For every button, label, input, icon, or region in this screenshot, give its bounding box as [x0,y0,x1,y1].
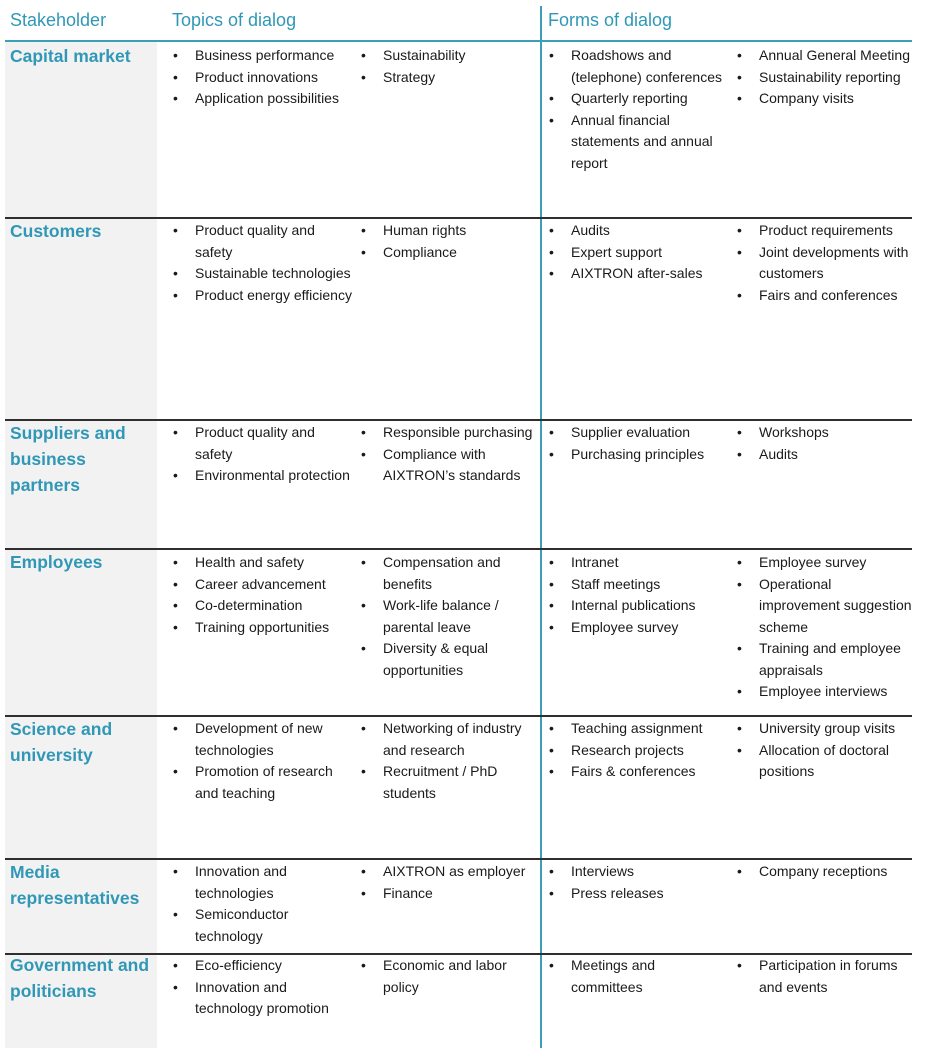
stakeholder-label: Media representatives [10,862,140,908]
list-item: • Application possibilities [171,88,353,110]
topics-list-right [359,861,534,904]
list-item: • Employee interviews [735,681,915,703]
list-item: • Innovation and technology promotion [171,977,353,1020]
list-item: • Joint developments with customers [735,242,915,285]
topics-list-left [171,422,353,487]
list-item: • Eco-efficiency [171,955,353,977]
list-item: • Research projects [547,740,729,762]
list-item: • Workshops [735,422,915,444]
list-item: • Teaching assignment [547,718,729,740]
forms-list-right [735,955,915,998]
list-item: • Product innovations [171,67,353,89]
topics-list-right [359,718,534,804]
list-item: • Sustainable technologies [171,263,353,285]
column-divider [540,6,542,1048]
forms-list-left [547,45,729,174]
list-item: • Human rights [359,220,534,242]
list-item: • Innovation and technologies [171,861,353,904]
list-item: • Health and safety [171,552,353,574]
list-item: • Business performance [171,45,353,67]
forms-list-right [735,552,915,703]
forms-list-right [735,861,915,883]
list-item: • Compliance with AIXTRON’s standards [359,444,534,487]
list-item: • Expert support [547,242,729,264]
list-item: • Meetings and committees [547,955,729,998]
stakeholder-label: Capital market [10,46,131,66]
topics-list-left [171,861,353,947]
list-item: • Annual General Meeting [735,45,915,67]
forms-list-right [735,220,915,306]
topics-list-left [171,955,353,1020]
list-item: • Employee survey [735,552,915,574]
list-item: • Roadshows and (telephone) conferences [547,45,729,88]
list-item: • Training and employee appraisals [735,638,915,681]
forms-list-left [547,220,729,285]
list-item: • Compliance [359,242,534,264]
list-item: • Supplier evaluation [547,422,729,444]
list-item: • Annual financial statements and annual report [547,110,729,175]
topics-list-left [171,220,353,306]
list-item: • Audits [547,220,729,242]
list-item: • Audits [735,444,915,466]
list-item: • Press releases [547,883,729,905]
list-item: • Company visits [735,88,915,110]
list-item: • University group visits [735,718,915,740]
list-item: • Interviews [547,861,729,883]
header-stakeholder: Stakeholder [10,10,107,30]
list-item: • Networking of industry and research [359,718,534,761]
forms-list-left [547,955,729,998]
list-item: • Recruitment / PhD students [359,761,534,804]
list-item: • Operational improvement suggestion scheme [735,574,915,639]
list-item: • Compensation and benefits [359,552,534,595]
list-item: • Internal publications [547,595,729,617]
list-item: • Economic and labor policy [359,955,534,998]
list-item: • Company receptions [735,861,915,883]
list-item: • Responsible purchasing [359,422,534,444]
forms-list-left [547,861,729,904]
forms-list-right [735,45,915,110]
forms-list-right [735,718,915,783]
topics-list-right [359,220,534,263]
topics-list-left [171,718,353,804]
list-item: • AIXTRON after-sales [547,263,729,285]
list-item: • Intranet [547,552,729,574]
header-topics: Topics of dialog [172,10,297,30]
topics-list-right [359,552,534,681]
forms-list-right [735,422,915,465]
list-item: • Work-life balance / parental leave [359,595,534,638]
list-item: • Product energy efficiency [171,285,353,307]
forms-list-left [547,718,729,783]
list-item: • Strategy [359,67,534,89]
list-item: • Fairs and conferences [735,285,915,307]
stakeholder-label: Employees [10,552,103,572]
list-item: • Product quality and safety [171,220,353,263]
topics-list-right [359,45,534,88]
stakeholder-label: Customers [10,221,102,241]
list-item: • Finance [359,883,534,905]
list-item: • Participation in forums and events [735,955,915,998]
list-item: • Purchasing principles [547,444,729,466]
list-item: • Allocation of doctoral positions [735,740,915,783]
forms-list-left [547,552,729,638]
list-item: • Career advancement [171,574,353,596]
header-forms: Forms of dialog [548,10,673,30]
list-item: • Promotion of research and teaching [171,761,353,804]
topics-list-right [359,955,534,998]
list-item: • AIXTRON as employer [359,861,534,883]
list-item: • Environmental protection [171,465,353,487]
header-divider [5,40,912,42]
list-item: • Sustainability reporting [735,67,915,89]
list-item: • Development of new technologies [171,718,353,761]
list-item: • Fairs & conferences [547,761,729,783]
list-item: • Semiconductor technology [171,904,353,947]
stakeholder-label: Science and university [10,719,113,765]
list-item: • Quarterly reporting [547,88,729,110]
topics-list-left [171,45,353,110]
topics-list-left [171,552,353,638]
stakeholder-label: Suppliers and business partners [10,423,126,495]
list-item: • Training opportunities [171,617,353,639]
list-item: • Diversity & equal opportunities [359,638,534,681]
forms-list-left [547,422,729,465]
list-item: • Product requirements [735,220,915,242]
topics-list-right [359,422,534,487]
list-item: • Employee survey [547,617,729,639]
stakeholder-label: Government and politicians [10,955,150,1001]
list-item: • Staff meetings [547,574,729,596]
list-item: • Product quality and safety [171,422,353,465]
list-item: • Co-determination [171,595,353,617]
list-item: • Sustainability [359,45,534,67]
